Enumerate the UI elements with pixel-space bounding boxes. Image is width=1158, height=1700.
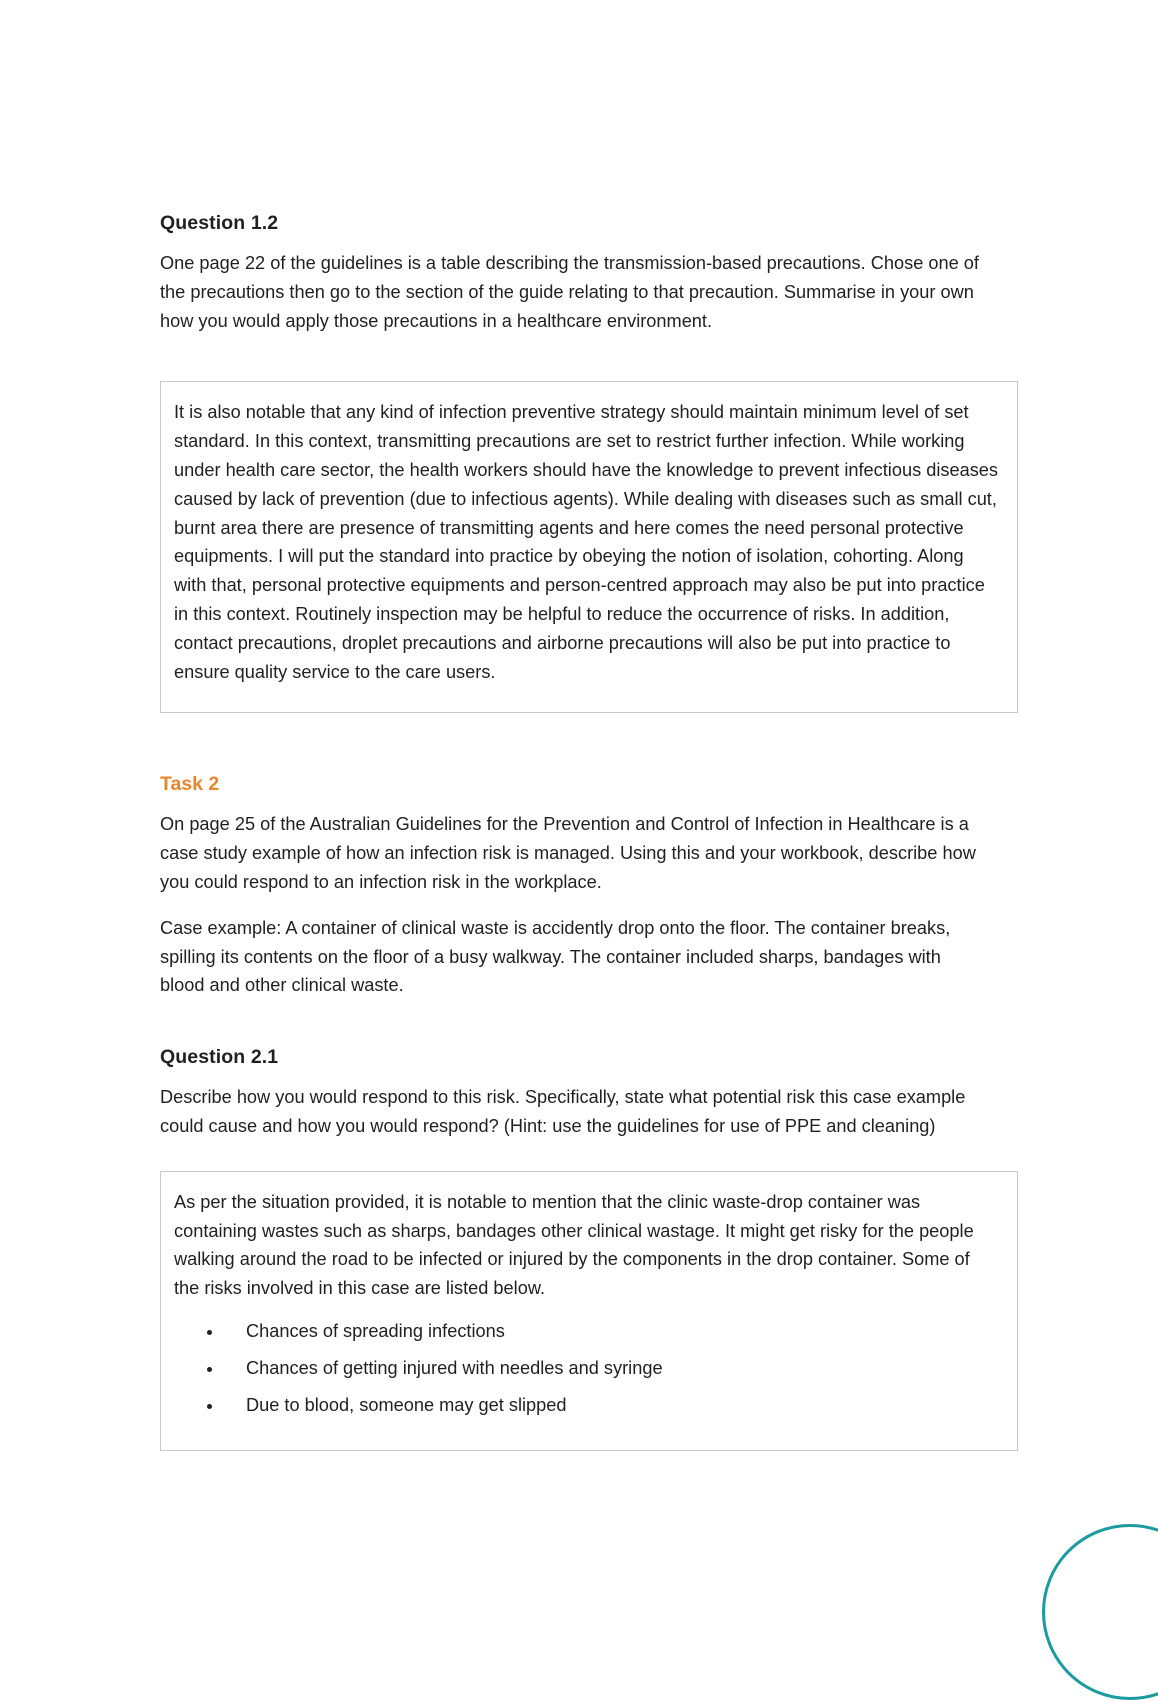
spacer (160, 1000, 1018, 1046)
question-2-1-prompt: Describe how you would respond to this risk. Specifically, state what potential risk this case example could cause and how you would respond? (Hint: use the guidelines for use of PPE and cleaning) (160, 1087, 966, 1136)
document-content (160, 212, 1018, 1451)
question-2-1-answer-text: As per the situation provided, it is notable to mention that the clinic waste-drop container was containing wastes such as sharps, bandages other clinical wastage. It might get risky for the people walking around the road to be infected or injured by the components in the drop container. Some of the risks involved in this case are listed below. (174, 1191, 974, 1299)
spacer (160, 1141, 1018, 1171)
task-2-prompt-1: On page 25 of the Australian Guidelines for the Prevention and Control of Infection in Healthcare is a case study example of how an infection risk is managed. Using this and your workbook, describe how you could respond to an infection risk in the workplace. (160, 814, 976, 892)
spacer (160, 335, 1018, 381)
question-1-2-heading: Question 1.2 (160, 212, 279, 234)
question-2-1-answer-box[interactable] (160, 1171, 1018, 1451)
question-1-2-answer-text: It is also notable that any kind of infection preventive strategy should maintain minimum level of set standard. In this context, transmitting precautions are set to restrict further infection. While working under health care sector, the health workers should have the knowledge to prevent infectious diseases caused by lack of prevention (due to infectious agents). While dealing with diseases such as small cut, burnt area there are presence of transmitting agents and here comes the need personal protective equipments. I will put the standard into practice by obeying the notion of isolation, cohorting. Along with that, personal protective equipments and person-centred approach may also be put into practice in this context. Routinely inspection may be helpful to reduce the occurrence of risks. In addition, contact precautions, droplet precautions and airborne precautions will also be put into practice to ensure quality service to the care users. (174, 402, 998, 682)
list-item: • Due to blood, someone may get slipped (224, 1387, 1000, 1424)
question-1-2-answer-box[interactable] (160, 381, 1018, 713)
task-2-heading: Task 2 (160, 773, 220, 796)
task-2-prompt-2: Case example: A container of clinical waste is accidently drop onto the floor. The container breaks, spilling its contents on the floor of a busy walkway. The container included sharps, bandages with blood and other clinical waste. (160, 917, 951, 996)
question-2-1-risk-list (174, 1313, 1000, 1424)
list-item: • Chances of getting injured with needles and syringe (224, 1350, 1000, 1387)
question-2-1-heading: Question 2.1 (160, 1046, 279, 1069)
list-item: • Chances of spreading infections (224, 1313, 1000, 1350)
watermark-circle-icon (1042, 1524, 1158, 1700)
spacer (160, 713, 1018, 773)
question-1-2-prompt: One page 22 of the guidelines is a table describing the transmission-based precautions. Chose one of the precautions then go to the section of the guide relating to that precaution. Summarise in your own how you would apply those precautions in a healthcare environment. (160, 253, 979, 331)
